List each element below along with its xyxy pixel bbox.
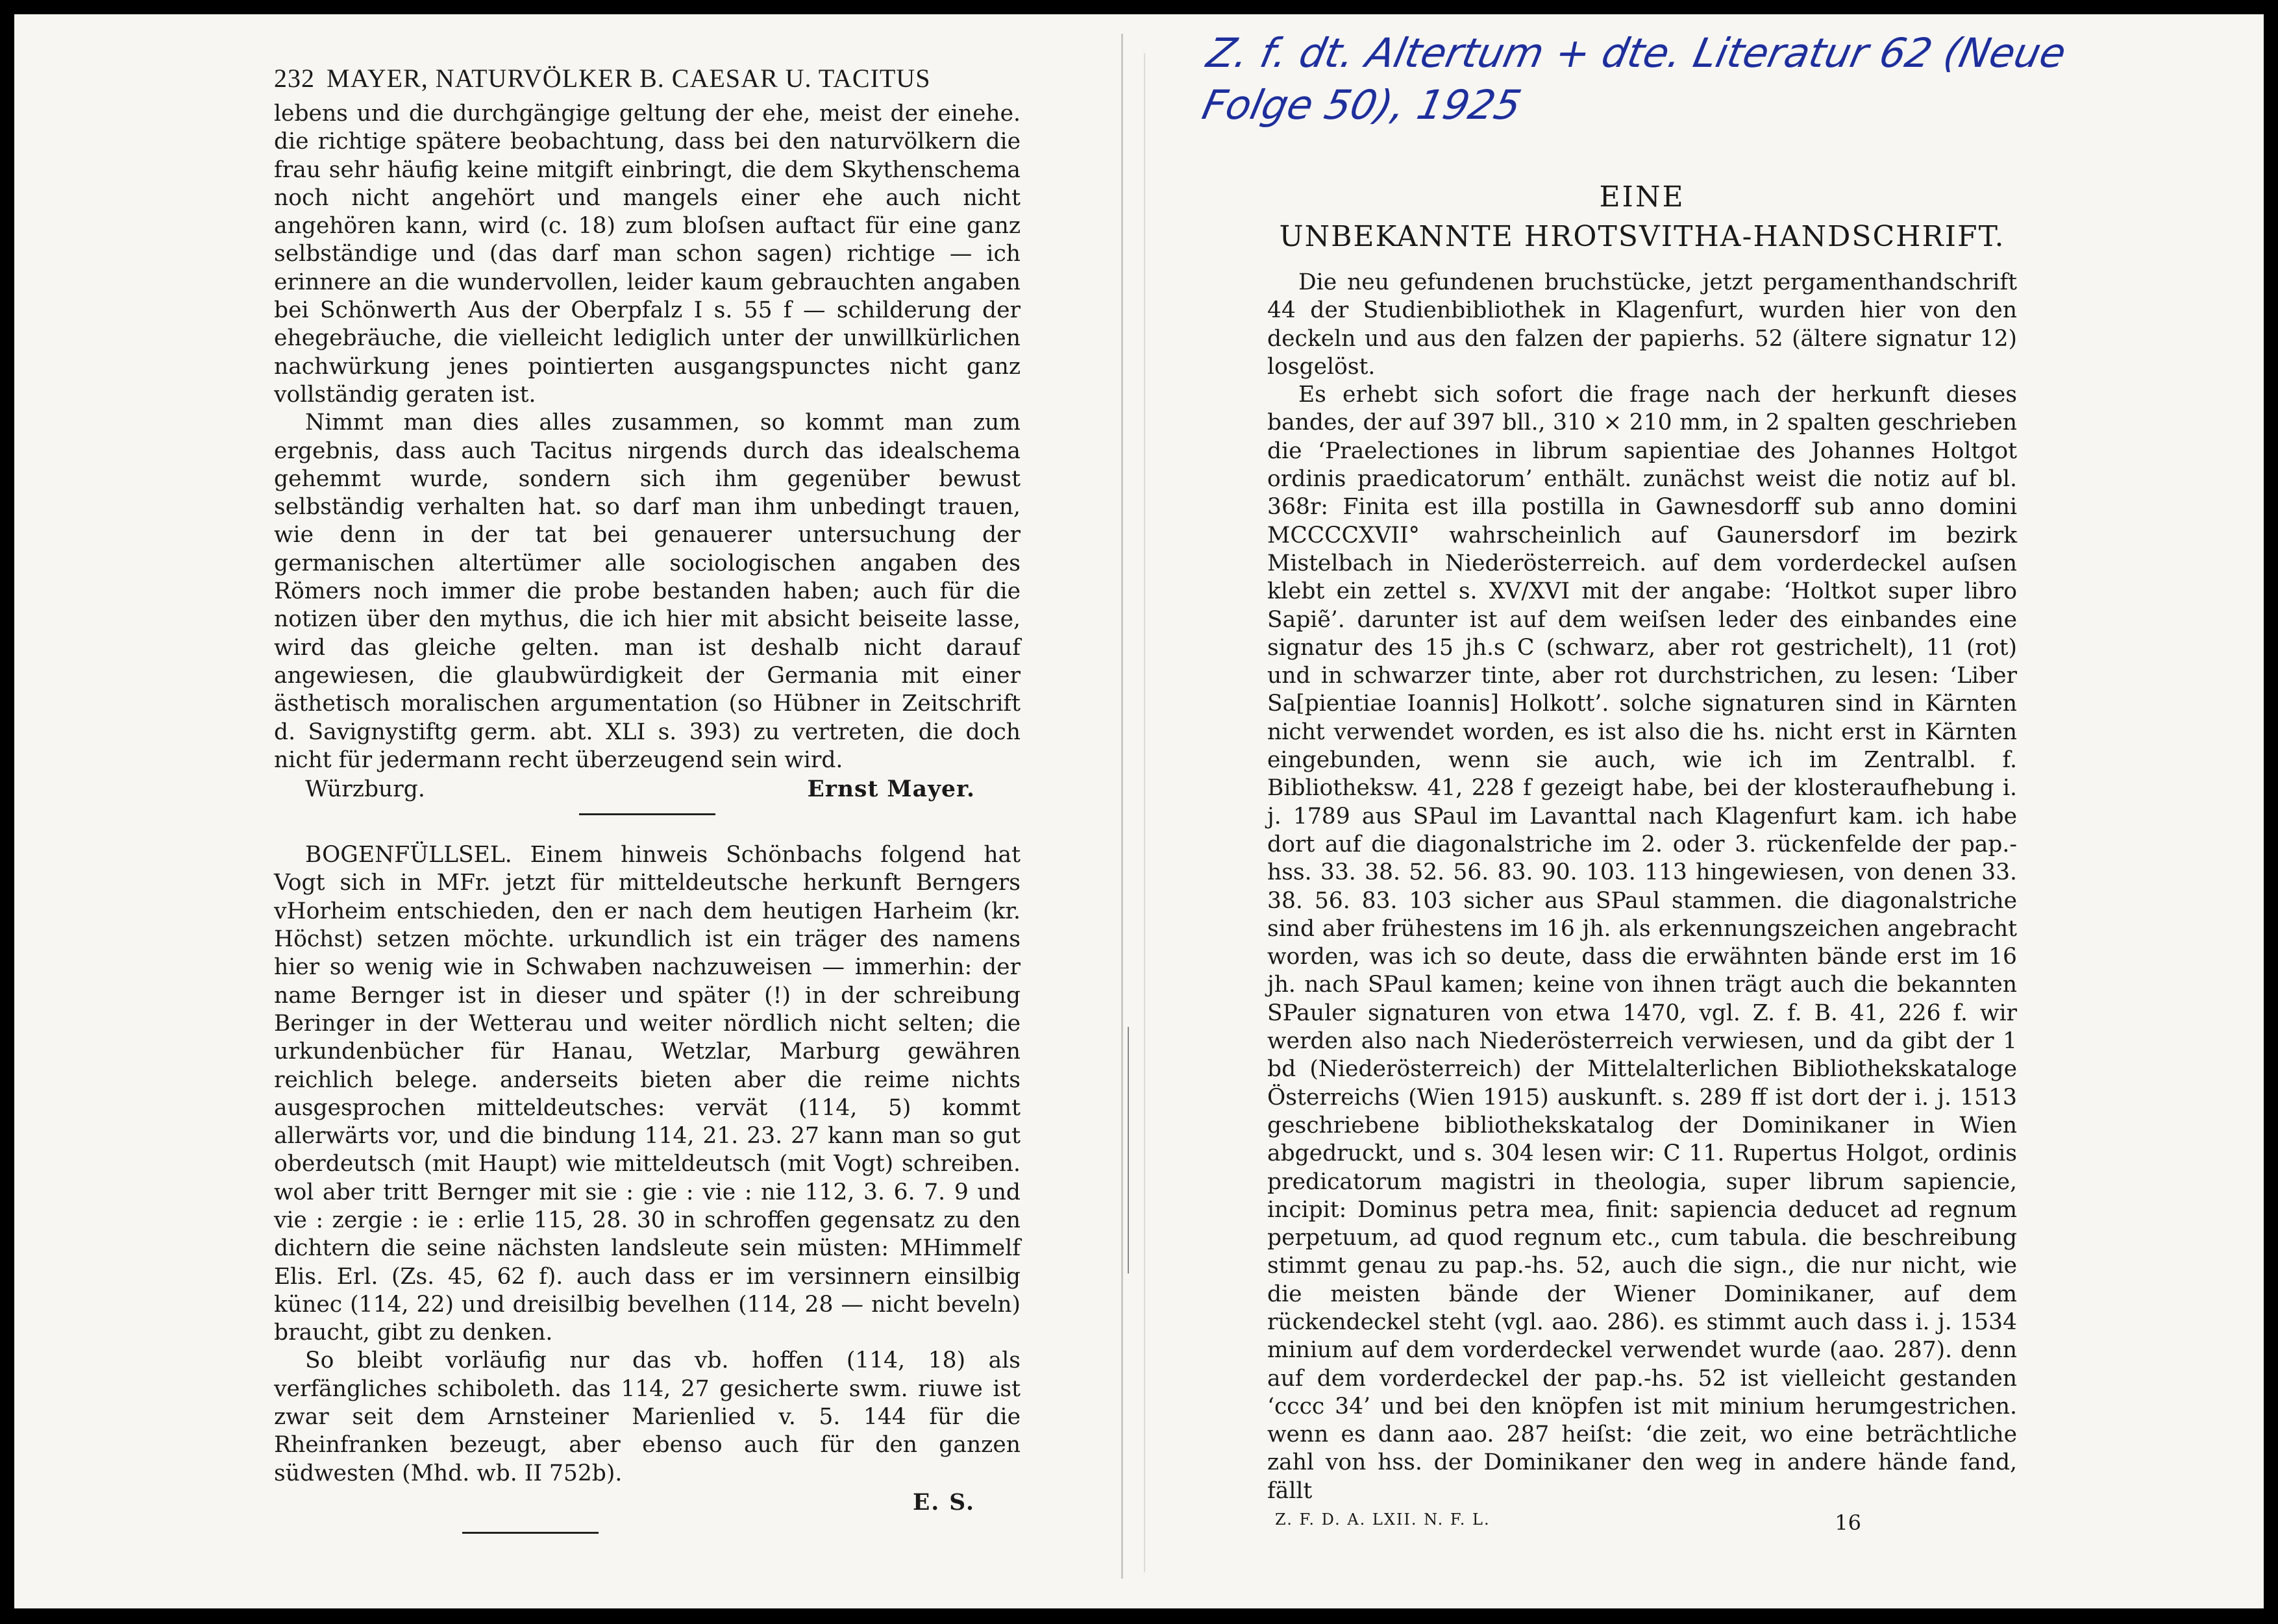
article-title: EINE bbox=[1599, 180, 1685, 214]
footer-signature: Z. F. D. A. LXII. N. F. L. bbox=[1275, 1510, 1491, 1529]
paragraph: So bleibt vorläufig nur das vb. hoffen (114, 18) als verfängliches schiboleth. das 114, 27 gesicherte swm. riuwe ist zwar seit dem Arnsteiner Marienlied v. 5. 144 für die Rheinfranken bezeugt, aber ebenso auch für den ganzen südwesten (Mhd. wb. II 752b). bbox=[274, 1347, 1021, 1486]
page-footer bbox=[1267, 1505, 2017, 1535]
running-head bbox=[274, 63, 1021, 93]
signature-initials: E. S. bbox=[912, 1489, 975, 1516]
paragraph: Die neu gefundenen bruchstücke, jetzt pergamenthandschrift 44 der Studienbibliothek in Klagenfurt, wurden hier von den deckeln und aus den falzen der papierhs. 52 (ältere signatur 12) losgelöst. bbox=[1267, 269, 2017, 380]
page-number: 232 bbox=[274, 64, 315, 93]
book-gutter-shadow bbox=[1144, 53, 1145, 1572]
gutter-scratch bbox=[1128, 1027, 1129, 1273]
section-divider bbox=[462, 1532, 599, 1534]
signature-line bbox=[274, 774, 1021, 804]
section-divider bbox=[579, 813, 715, 815]
running-head-title: MAYER, NATURVÖLKER B. CAESAR U. TACITUS bbox=[327, 64, 931, 93]
book-gutter bbox=[1121, 34, 1123, 1579]
scanned-spread bbox=[14, 14, 2264, 1608]
left-page bbox=[274, 63, 1021, 1534]
handwritten-line: Z. f. dt. Altertum + dte. Literatur 62 (Neue bbox=[1202, 29, 2070, 77]
signature-place: Würzburg. bbox=[305, 776, 425, 803]
paragraph: Nimmt man dies alles zusammen, so kommt man zum ergebnis, dass auch Tacitus nirgends durch das idealschema gehemmt wurde, sondern sich ihm gegenüber bewust selbständig verhalten hat. so darf man ihm unbedingt trauen, wie denn in der tat bei genauerer untersuchung der germanischen altertümer alle sociologischen angaben des Römers noch immer die probe bestanden haben; auch für die notizen über den mythus, die ich hier mit absicht beiseite lasse, wird das gleiche gelten. man ist deshalb nicht darauf angewiesen, die glaubwürdigkeit der Germania mit einer ästhetisch moralischen argumentation (so Hübner in Zeitschrift d. Savignystiftg germ. abt. XLI s. 393) zu vertreten, die doch nicht für jedermann recht überzeugend sein wird. bbox=[274, 410, 1021, 773]
paragraph: lebens und die durchgängige geltung der ehe, meist der einehe. die richtige spätere beobachtung, dass bei den naturvölkern die frau sehr häufig keine mitgift einbringt, die dem Skythenschema noch nicht angehört und mangels einer ehe auch nicht angehören kann, wird (c. 18) zum bloſsen auftact für eine ganz selbständige und (das darf man schon sagen) richtige — ich erinnere an die wundervollen, leider kaum gebrauchten angaben bei Schönwerth Aus der Oberpfalz I s. 55 f — schilderung der ehegebräuche, die vielleicht lediglich unter der unwillkürlichen nachwürkung jenes pointierten ausgangspunctes nicht ganz vollständig geraten ist. bbox=[274, 101, 1021, 408]
right-page bbox=[1267, 40, 2017, 1535]
article-title: UNBEKANNTE HROTSVITHA-HANDSCHRIFT. bbox=[1279, 220, 2005, 253]
signature-author: Ernst Mayer. bbox=[807, 776, 975, 803]
footer-sheet-number: 16 bbox=[1835, 1510, 1861, 1536]
handwritten-line: Folge 50), 1925 bbox=[1198, 81, 1526, 129]
paragraph: BOGENFÜLLSEL. Einem hinweis Schönbachs folgend hat Vogt sich in MFr. jetzt für mitteldeutsche herkunft Berngers vHorheim entschieden, den er nach dem heutigen Harheim (kr. Höchst) setzen möchte. urkundlich ist ein träger des namens hier so wenig wie in Schwaben nachzuweisen — immerhin: der name Bernger ist in dieser und später (!) in der schreibung Beringer in der Wetterau und weiter nördlich nicht selten; die urkundenbücher für Hanau, Wetzlar, Marburg gewähren reichlich belege. anderseits bieten aber die reime nichts ausgesprochen mitteldeutsches: vervät (114, 5) kommt allerwärts vor, und die bindung 114, 21. 23. 27 kann man so gut oberdeutsch (mit Haupt) wie mitteldeutsch (mit Vogt) schreiben. wol aber tritt Bernger mit sie : gie : vie : nie 112, 3. 6. 7. 9 und vie : zergie : ie : erlie 115, 28. 30 in schroffen gegensatz zu den dichtern die seine nächsten landsleute sein müsten: MHimmelf Elis. Erl. (Zs. 45, 62 f). auch dass er im versinnern einsilbig künec (114, 22) und dreisilbig bevelhen (114, 28 — nicht beveln) braucht, gibt zu denken. bbox=[274, 842, 1021, 1346]
paragraph: Es erhebt sich sofort die frage nach der herkunft dieses bandes, der auf 397 bll., 310 × 210 mm, in 2 spalten geschrieben die ‘Praelectiones in librum sapientiae des Johannes Holtgot ordinis praedicatorum’ enthält. zunächst weist die notiz auf bl. 368r: Finita est illa postilla in Gawnesdorff sub anno domini MCCCCXVII° wahrscheinlich auf Gaunersdorf im bezirk Mistelbach in Niederösterreich. auf dem vorderdeckel auſsen klebt ein zettel s. XV/XVI mit der angabe: ‘Holtkot super libro Sapiẽ’. darunter ist auf dem weiſsen leder des einbandes eine signatur des 15 jh.s C (schwarz, aber rot gestrichelt), 11 (rot) und in schwarzer tinte, aber rot durchstrichen, zu lesen: ‘Liber Sa[pientiae Ioannis] Holkott’. solche signaturen sind in Kärnten nicht verwendet worden, es ist also die hs. nicht erst in Kärnten eingebunden, wenn sie auch, wie ich im Zentralbl. f. Bibliotheksw. 41, 228 f gezeigt habe, bei der klosteraufhebung i. j. 1789 aus SPaul im Lavanttal nach Klagenfurt kam. ich habe dort auf die diagonalstriche im 2. oder 3. rückenfelde der pap.-hss. 33. 38. 52. 56. 83. 90. 103. 113 hingewiesen, von denen 33. 38. 56. 83. 103 sicher aus SPaul stammen. die diagonalstriche sind aber frühestens im 16 jh. als erkennungszeichen angebracht worden, was ich so deute, dass die erwähnten bände erst im 16 jh. nach SPaul kamen; keine von ihnen trägt auch die bekannten SPauler signaturen von etwa 1470, vgl. Z. f. B. 41, 226 f. wir werden also nach Niederösterreich verwiesen, und da gibt der 1 bd (Niederösterreich) der Mittelalterlichen Bibliothekskataloge Österreichs (Wien 1915) auskunft. s. 289 ff ist dort der i. j. 1513 geschriebene bibliothekskatalog der Dominikaner in Wien abgedruckt, und s. 304 lesen wir: C 11. Rupertus Holgot, ordinis predicatorum magistri in theologia, super librum sapiencie, incipit: Dominus petra mea, finit: sapiencia deducet ad regnum perpetuum, ad quod regnum etc., cum tabula. die beschreibung stimmt genau zu pap.-hs. 52, auch die sign., die nur nicht, wie die meisten bände der Wiener Dominikaner, auf dem rückendeckel steht (vgl. aao. 286). es stimmt auch dass i. j. 1534 minium auf dem vorderdeckel verwendet wurde (aao. 287). denn auf dem vorderdeckel der pap.-hs. 52 ist vielleicht gestanden ‘cccc 34’ und bei den knöpfen ist mit minium herumgestrichen. wenn es dann aao. 287 heiſst: ‘die zeit, wo eine beträchtliche zahl von hss. der Dominikaner den weg in andere hände fand, fällt bbox=[1267, 382, 2017, 1504]
